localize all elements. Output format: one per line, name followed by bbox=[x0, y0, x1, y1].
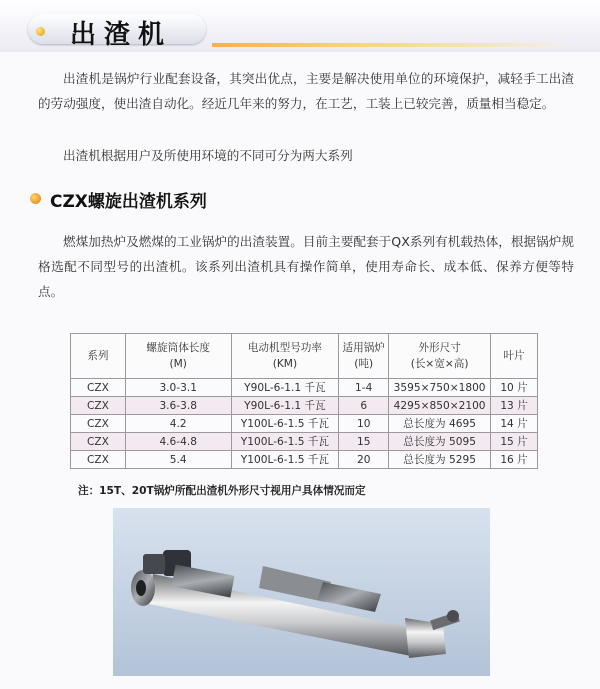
title-bullet-icon bbox=[36, 27, 45, 36]
table-row bbox=[71, 415, 538, 433]
table-cell: Y100L-6-1.5 千瓦 bbox=[231, 451, 339, 469]
table-cell: 15 片 bbox=[491, 433, 538, 451]
intro-paragraph-2: 出渣机根据用户及所使用环境的不同可分为两大系列 bbox=[63, 148, 353, 163]
section-title: CZX螺旋出渣机系列 bbox=[50, 192, 207, 212]
table-cell: CZX bbox=[71, 433, 126, 451]
page-title: 出渣机 bbox=[70, 20, 173, 50]
table-cell: Y100L-6-1.5 千瓦 bbox=[231, 415, 339, 433]
spec-table bbox=[70, 333, 538, 469]
product-photo bbox=[113, 508, 490, 676]
table-cell: CZX bbox=[71, 451, 126, 469]
section-description: 燃煤加热炉及燃煤的工业锅炉的出渣装置。目前主要配套于QX系列有机载热体，根据锅炉规格选配不同型号的出渣机。该系列出渣机具有操作简单，使用寿命长、成本低、保养方便等特点。 bbox=[38, 234, 574, 299]
section-bullet-icon bbox=[30, 193, 41, 204]
table-cell: 1-4 bbox=[339, 379, 389, 397]
table-cell: 4295×850×2100 bbox=[389, 397, 491, 415]
table-cell: 3595×750×1800 bbox=[389, 379, 491, 397]
table-header-row bbox=[71, 334, 538, 379]
table-row bbox=[71, 451, 538, 469]
table-cell: 4.2 bbox=[125, 415, 231, 433]
table-cell: 16 片 bbox=[491, 451, 538, 469]
table-cell: 10 bbox=[339, 415, 389, 433]
header-cell: 螺旋筒体长度 (M) bbox=[125, 334, 231, 379]
table-cell: 3.6-3.8 bbox=[125, 397, 231, 415]
table-row bbox=[71, 433, 538, 451]
header-cell: 系列 bbox=[71, 334, 126, 379]
table-cell: CZX bbox=[71, 415, 126, 433]
table-cell: CZX bbox=[71, 397, 126, 415]
header-rule bbox=[212, 43, 572, 47]
table-note: 注：15T、20T锅炉所配出渣机外形尺寸视用户具体情况而定 bbox=[78, 485, 366, 497]
intro-paragraph-1: 出渣机是锅炉行业配套设备，其突出优点，主要是解决使用单位的环境保护，减轻手工出渣的劳动强度，使出渣自动化。经近几年来的努力，在工艺，工装上已较完善，质量相当稳定。 bbox=[38, 71, 574, 111]
header-cell: 叶片 bbox=[491, 334, 538, 379]
table-cell: 20 bbox=[339, 451, 389, 469]
header-cell: 外形尺寸 (长×宽×高) bbox=[389, 334, 491, 379]
table-cell: 4.6-4.8 bbox=[125, 433, 231, 451]
table-row bbox=[71, 397, 538, 415]
table-cell: 14 片 bbox=[491, 415, 538, 433]
table-cell: 13 片 bbox=[491, 397, 538, 415]
header-cell: 适用锅炉 (吨) bbox=[339, 334, 389, 379]
table-cell: Y90L-6-1.1 千瓦 bbox=[231, 397, 339, 415]
table-row bbox=[71, 379, 538, 397]
header-cell: 电动机型号功率 (KM) bbox=[231, 334, 339, 379]
table-cell: CZX bbox=[71, 379, 126, 397]
table-cell: 5.4 bbox=[125, 451, 231, 469]
table-cell: 15 bbox=[339, 433, 389, 451]
table-cell: 总长度为 4695 bbox=[389, 415, 491, 433]
table-cell: 3.0-3.1 bbox=[125, 379, 231, 397]
table-cell: 6 bbox=[339, 397, 389, 415]
table-cell: Y100L-6-1.5 千瓦 bbox=[231, 433, 339, 451]
table-cell: 10 片 bbox=[491, 379, 538, 397]
table-cell: 总长度为 5295 bbox=[389, 451, 491, 469]
table-cell: 总长度为 5095 bbox=[389, 433, 491, 451]
table-cell: Y90L-6-1.1 千瓦 bbox=[231, 379, 339, 397]
